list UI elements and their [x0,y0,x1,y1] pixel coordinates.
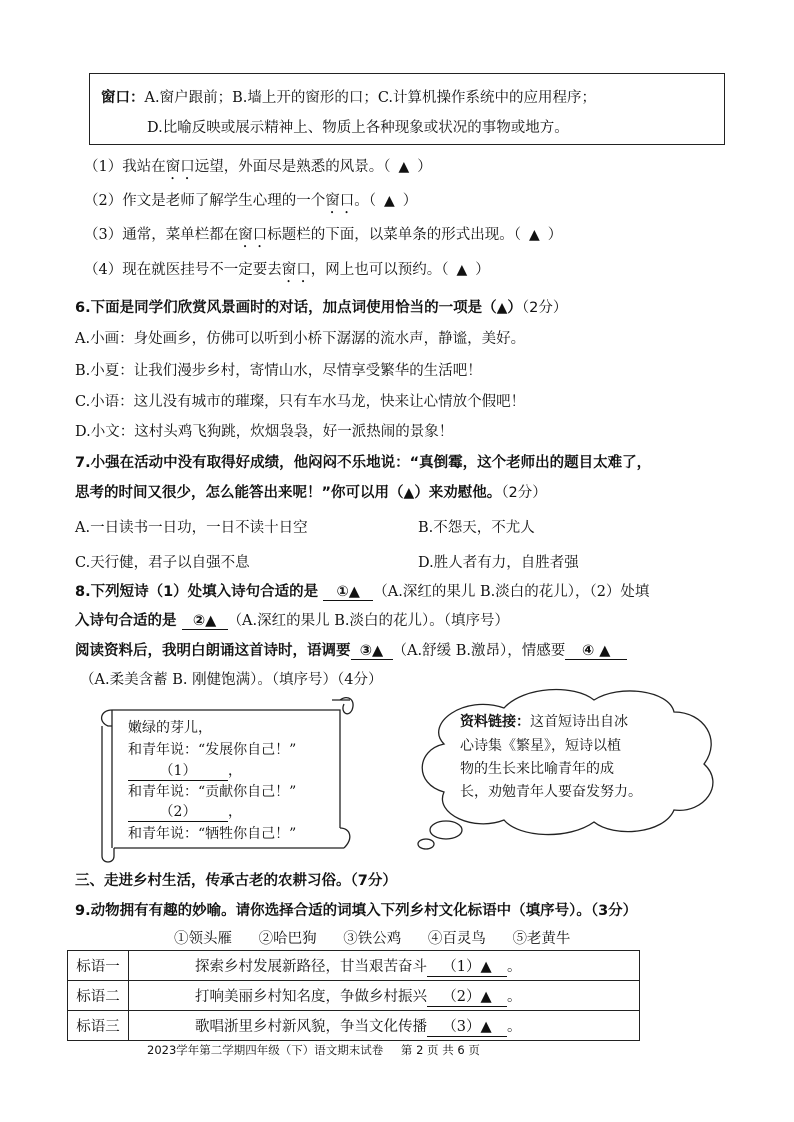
choice-1: ①领头雁 [174,931,232,947]
item-text: （4）现在就医挂号不一定要去 [84,262,282,278]
q5-item [84,258,490,286]
emphasized-char: 口 [339,193,355,209]
emphasized-char: 口 [252,227,268,243]
q7-stem-line-2: 思考的时间又很少，怎么能答出来呢！”你可以用（▲）来劝慰他。（2分） [75,485,547,501]
q5-item [84,223,562,251]
row-label: 标语一 [68,951,129,981]
answer-marker: ▲ [398,159,410,175]
q7-option-b: B.不怨天，不尤人 [418,520,535,536]
choice-3: ③铁公鸡 [343,931,402,947]
row-label: 标语三 [68,1011,129,1041]
row-text: 探索乡村发展新路径，甘当艰苦奋斗 （1）▲ 。 [129,951,640,981]
definition-term: 窗口： [101,90,145,106]
cloud-line-3: 物的生长来比喻青年的成 [460,761,614,777]
q6-option-a: A.小画：身处画乡，仿佛可以听到小桥下潺潺的流水声，静谧，美好。 [75,331,526,347]
poem-line-2: 和青年说：“发展你自己！” [128,742,297,758]
q6-option-d: D.小文：这村头鸡飞狗跳，炊烟袅袅，好一派热闹的景象！ [75,424,454,440]
item-text: ） [475,262,490,278]
q6-option-c: C.小语：这儿没有城市的璀璨，只有车水马龙，快来让心情放个假吧！ [75,394,526,410]
emphasized-char: 窗 [325,193,340,209]
cloud-line-4: 长，劝勉青年人要奋发努力。 [460,784,642,800]
row-text: 打响美丽乡村知名度，争做乡村振兴 （2）▲ 。 [129,981,640,1011]
table-row [68,981,640,1011]
item-text: （2）作文是老师了解学生心理的一个 [84,193,326,209]
slogan-blank-1[interactable]: （1）▲ [427,955,507,977]
blank-1[interactable]: ①▲ [323,584,373,601]
row-label: 标语二 [68,981,129,1011]
poem-blank-1-line: （1） ， [128,760,242,781]
table-row [68,951,640,981]
cloud-line-2: 心诗集《繁星》，短诗以植 [460,738,621,754]
choice-2: ②哈巴狗 [258,931,317,947]
emphasized-char: 窗 [281,262,297,278]
section-3-heading: 三、走进乡村生活，传承古老的农耕习俗。（7分） [75,873,397,889]
q5-item [84,155,432,183]
item-text: ） [547,227,563,243]
footer [147,1042,480,1058]
answer-marker: ▲ [528,227,540,243]
emphasized-char: 窗 [238,227,253,243]
item-text: ，网上也可以预约。（ [310,262,449,278]
poem-line-6: 和青年说：“牺牲你自己！” [128,826,297,842]
q7-option-c: C.天行健，君子以自强不息 [75,555,250,571]
footer-title: 2023学年第二学期四年级（下）语文期末试卷 [147,1043,384,1057]
answer-marker: ▲ [403,485,415,501]
item-text: （3）通常，菜单栏都在 [84,227,239,243]
blank-2[interactable]: ②▲ [182,613,228,630]
q8-line-3: 阅读资料后，我明白朗诵这首诗时，语调要 ③▲ （A.舒缓 B.激昂），情感要 ④ ▲ [75,639,627,660]
q8-line-4: （A.柔美含蓄 B. 刚健饱满）。（填序号）（4分） [80,672,383,688]
blank-4[interactable]: ④ ▲ [565,643,627,660]
table-row [68,1011,640,1041]
emphasized-char: 口 [296,262,311,278]
cloud-line-1: 资料链接：这首短诗出自冰 [460,714,628,730]
q9-choices [174,927,570,948]
q8-line-2: 入诗句合适的是 ②▲ （A.深红的果儿 B.淡白的花儿）。（填序号） [75,613,510,629]
answer-marker: ▲ [456,262,468,278]
q9-stem: 9.动物拥有有趣的妙喻。请你选择合适的词填入下列乡村文化标语中（填序号）。（3分） [75,903,638,919]
item-text: ） [402,193,418,209]
choice-4: ④百灵鸟 [427,931,486,947]
answer-marker: ▲ [496,300,508,316]
poem-line-1: 嫩绿的芽儿， [128,720,212,736]
row-text: 歌唱浙里乡村新风貌，争当文化传播 （3）▲ 。 [129,1011,640,1041]
poem-blank-1[interactable]: （1） [128,760,228,781]
item-text: （1）我站在 [84,159,166,175]
q6-option-b: B.小夏：让我们漫步乡村，寄情山水，尽情享受繁华的生活吧！ [75,363,482,379]
emphasized-char: 窗 [165,159,181,175]
definition-line-1: 窗口：A.窗户跟前；B.墙上开的窗形的口；C.计算机操作系统中的应用程序； [101,90,597,106]
q5-item [84,189,417,217]
definition-line-2: D.比喻反映或展示精神上、物质上各种现象或状况的事物或地方。 [147,120,569,136]
q7-option-a: A.一日读书一日功，一日不读十日空 [75,520,308,536]
item-text: 标题栏的下面，以菜单条的形式出现。（ [267,227,521,243]
poem-line-4: 和青年说：“贡献你自己！” [128,784,297,800]
item-text: 远望，外面尽是熟悉的风景。（ [194,159,391,175]
slogan-blank-2[interactable]: （2）▲ [427,985,507,1007]
slogan-table [67,950,640,1041]
footer-page: 第 2 页 共 6 页 [400,1043,480,1057]
emphasized-char: 口 [180,159,195,175]
q8-line-1: 8.下列短诗（1）处填入诗句合适的是 ①▲ （A.深红的果儿 B.淡白的花儿），（2）处填 [75,584,650,600]
answer-marker: ▲ [383,193,395,209]
poem-blank-2-line: （2） ， [128,801,242,822]
slogan-blank-3[interactable]: （3）▲ [427,1015,507,1037]
q6-stem: 6.下面是同学们欣赏风景画时的对话，加点词使用恰当的一项是（▲）（2分） [75,300,568,316]
choice-5: ⑤老黄牛 [512,931,571,947]
item-text: ） [417,159,432,175]
q7-stem-line-1: 7.小强在活动中没有取得好成绩，他闷闷不乐地说：“真倒霉，这个老师出的题目太难了， [75,455,652,471]
poem-blank-2[interactable]: （2） [128,801,228,822]
q7-option-d: D.胜人者有力，自胜者强 [418,555,579,571]
blank-3[interactable]: ③▲ [351,643,393,660]
item-text: 。（ [354,193,376,209]
